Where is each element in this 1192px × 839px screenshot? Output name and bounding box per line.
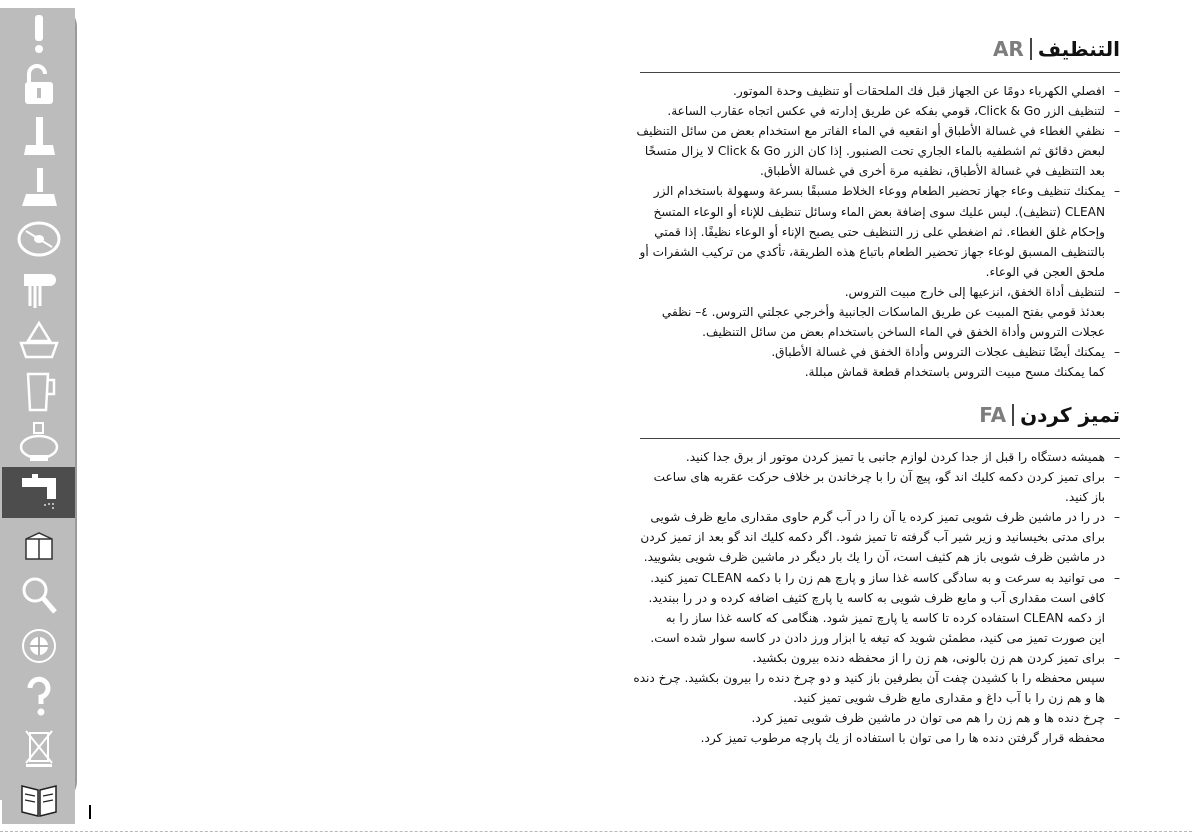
hand-blender-icon: [16, 115, 62, 157]
tile-disc[interactable]: [2, 212, 75, 264]
farsi-list-item: [633, 648, 1105, 708]
farsi-text-line: ها و هم زن را با آب داغ و مقداری مايع ظرف شويی تميز كنيد.: [793, 691, 1105, 706]
arabic-text-line: – لتنظيف أداة الخفق، انزعيها إلى خارج مبيت التروس.: [844, 284, 1105, 299]
arabic-list-item: [640, 101, 1105, 121]
arabic-text-line: لبعض دقائق ثم اشطفيه بالماء الجاري تحت الصنبور. إذا كان الزر Click & Go لا يزال متسخًا: [644, 144, 1105, 159]
citrus-press-icon: [16, 319, 62, 361]
section-farsi: [633, 400, 1120, 748]
faucet-icon: [16, 472, 62, 514]
whisk-icon: [16, 268, 62, 310]
unlock-icon: [16, 64, 62, 106]
farsi-title: تميز كردن: [1020, 403, 1120, 427]
farsi-rule: [640, 438, 1120, 439]
farsi-text-line: – برای تميز كردن دكمه كليك اند گو، پيچ آن را با چرخاندن بر خلاف حركت عقربه های ساعت: [653, 470, 1105, 485]
arabic-text-line: بالتنظيف المسبق لوعاء جهاز تحضير الطعام باتباع هذه الطريقة، تأكدي من تركيب الشفرات أو: [639, 244, 1105, 259]
tile-hand-blender[interactable]: [2, 110, 75, 162]
page-margin-mark: [89, 805, 91, 819]
section-arabic: [636, 34, 1120, 382]
question-icon: [16, 676, 62, 718]
arabic-text-line: ملحق العجن في الوعاء.: [985, 264, 1105, 279]
arabic-list-item: [640, 282, 1105, 342]
farsi-language-code: FA: [979, 403, 1007, 427]
farsi-text-line: برای مدتی بخيسانيد و زير شير آب گرفته تا تميز شود. اگر دكمه كليك اند گو بعد از تميز كردن: [640, 530, 1105, 545]
farsi-text-line: از دكمه CLEAN استفاده كرده تا كاسه يا پارچ تميز شود. هنگامی كه كاسه غذا ساز را به: [665, 610, 1105, 625]
tile-manual[interactable]: [2, 773, 75, 824]
farsi-text-line: – در را در ماشين ظرف شويی تميز كرده يا آن را در آب گرم حاوی مقداری مايع ظرف شويی: [650, 510, 1105, 525]
heading-separator: [1030, 38, 1032, 60]
blender-foot-icon: [16, 166, 62, 208]
tile-whisk[interactable]: [2, 263, 75, 315]
beaker-icon: [16, 370, 62, 412]
tile-warning[interactable]: [2, 8, 75, 60]
farsi-text-line: در ماشين ظرف شويی باز هم كثيف است، آن را يك بار ديگر در ماشين ظرف شويی بشوييد.: [643, 550, 1105, 565]
tile-blender-foot[interactable]: [2, 161, 75, 213]
tile-storage[interactable]: [2, 518, 75, 570]
farsi-text-line: اين صورت تميز می كنيد، مطمئن شويد كه تيغه يا ابزار ورز دادن در كاسه سوار شده است.: [650, 630, 1105, 645]
tile-help[interactable]: [2, 671, 75, 723]
farsi-item-list: [633, 447, 1120, 748]
heading-separator: [1012, 404, 1014, 426]
arabic-text-line: – يمكنك تنظيف وعاء جهاز تحضير الطعام ووعاء الخلاط مسبقًا بسرعة وسهولة باستخدام الزر: [653, 184, 1105, 199]
farsi-text-line: سپس محفظه را با كشيدن چفت آن بطرفين باز كنيد و دو چرخ دنده را بيرون بكشيد. چرخ دنده: [633, 671, 1105, 686]
warning-icon: [16, 13, 62, 55]
arabic-text-line: – نظفي الغطاء في غسالة الأطباق أو انقعيه في الماء الفاتر مع استخدام بعض من سائل التنظيف: [636, 124, 1105, 139]
recycle-bin-icon: [16, 727, 62, 769]
food-processor-icon: [16, 421, 62, 463]
arabic-title: التنظيف: [1037, 37, 1120, 61]
arabic-text-line: CLEAN (تنظيف). ليس عليك سوى إضافة بعض الماء وسائل تنظيف للإناء أو الوعاء المتسخ: [653, 204, 1105, 219]
farsi-list-item: [640, 447, 1105, 467]
tile-faucet[interactable]: [2, 467, 75, 519]
arabic-text-line: – افصلي الكهرباء دومًا عن الجهاز قبل فك الملحقات أو تنظيف وحدة الموتور.: [733, 84, 1105, 98]
arabic-list-item: [636, 121, 1105, 181]
tile-guarantee[interactable]: [2, 620, 75, 672]
arabic-text-line: كما يمكنك مسح مبيت التروس باستخدام قطعة قماش مبللة.: [804, 365, 1105, 380]
tile-citrus-press[interactable]: [2, 314, 75, 366]
farsi-text-line: – هميشه دستگاه را قبل از جدا كردن لوازم جانبی يا تميز كردن موتور از برق جدا كنيد.: [685, 450, 1105, 464]
arabic-text-line: عجلات التروس وأداة الخفق في الماء الساخن باستخدام بعض من سائل التنظيف.: [702, 325, 1105, 340]
tile-unlock[interactable]: [2, 59, 75, 111]
tile-search[interactable]: [2, 569, 75, 621]
magnifier-icon: [16, 574, 62, 616]
arabic-heading: [640, 34, 1120, 64]
farsi-text-line: كافی است مقداری آب و مايع ظرف شويی به كاسه يا پارچ كثيف اضافه كرده و در را ببنديد.: [648, 590, 1105, 605]
farsi-list-item: [640, 708, 1105, 748]
farsi-text-line: – برای تميز كردن هم زن بالونی، هم زن را از محفظه دنده بيرون بكشيد.: [752, 650, 1105, 665]
farsi-text-line: محفظه قرار گرفتن دنده ها را می توان با استفاده از يك پارچه مرطوب تميز كرد.: [700, 731, 1105, 746]
arabic-item-list: [636, 81, 1120, 382]
arabic-text-line: وإحكام غلق الغطاء. ثم اضغطي على زر التنظيف حتى يصبح الإناء أو الوعاء نظيفًا. إذا قمتي: [654, 224, 1105, 239]
arabic-list-item: [640, 342, 1105, 382]
bottom-divider: [0, 831, 1192, 833]
arabic-language-code: AR: [992, 37, 1024, 61]
farsi-list-item: [640, 467, 1105, 507]
farsi-list-item: [640, 568, 1105, 648]
farsi-text-line: باز كنيد.: [1065, 490, 1105, 505]
farsi-list-item: [640, 507, 1105, 567]
section-icon-rail: [0, 8, 77, 800]
arabic-text-line: – لتنظيف الزر Click & Go، قومي بفكه عن طريق إدارته في عكس اتجاه عقارب الساعة.: [667, 104, 1105, 119]
farsi-heading: [640, 400, 1120, 430]
arabic-text-line: بعد التنظيف في غسالة الأطباق، نظفيه مرة أخرى في غسالة الأطباق.: [759, 164, 1105, 179]
storage-icon: [16, 523, 62, 565]
tile-food-processor[interactable]: [2, 416, 75, 468]
arabic-list-item: [640, 81, 1105, 101]
farsi-text-line: – چرخ دنده ها و هم زن را هم می توان در ماشين ظرف شويی تميز كرد.: [751, 711, 1105, 726]
guarantee-icon: [16, 625, 62, 667]
tile-beaker[interactable]: [2, 365, 75, 417]
arabic-rule: [640, 72, 1120, 73]
manual-book-icon: [16, 778, 62, 820]
tile-disposal[interactable]: [2, 722, 75, 774]
arabic-list-item: [640, 181, 1105, 281]
disc-icon: [16, 217, 62, 259]
arabic-text-line: – يمكنك أيضًا تنظيف عجلات التروس وأداة الخفق في غسالة الأطباق.: [771, 345, 1105, 360]
farsi-text-line: – می توانيد به سرعت و به سادگی كاسه غذا ساز و پارچ هم زن را با دكمه CLEAN تميز كنيد.: [650, 570, 1105, 585]
arabic-text-line: بعدئذ قومي بفتح المبيت عن طريق الماسكات الجانبية وأخرجي عجلتي التروس. ٤– نظفي: [661, 305, 1105, 320]
